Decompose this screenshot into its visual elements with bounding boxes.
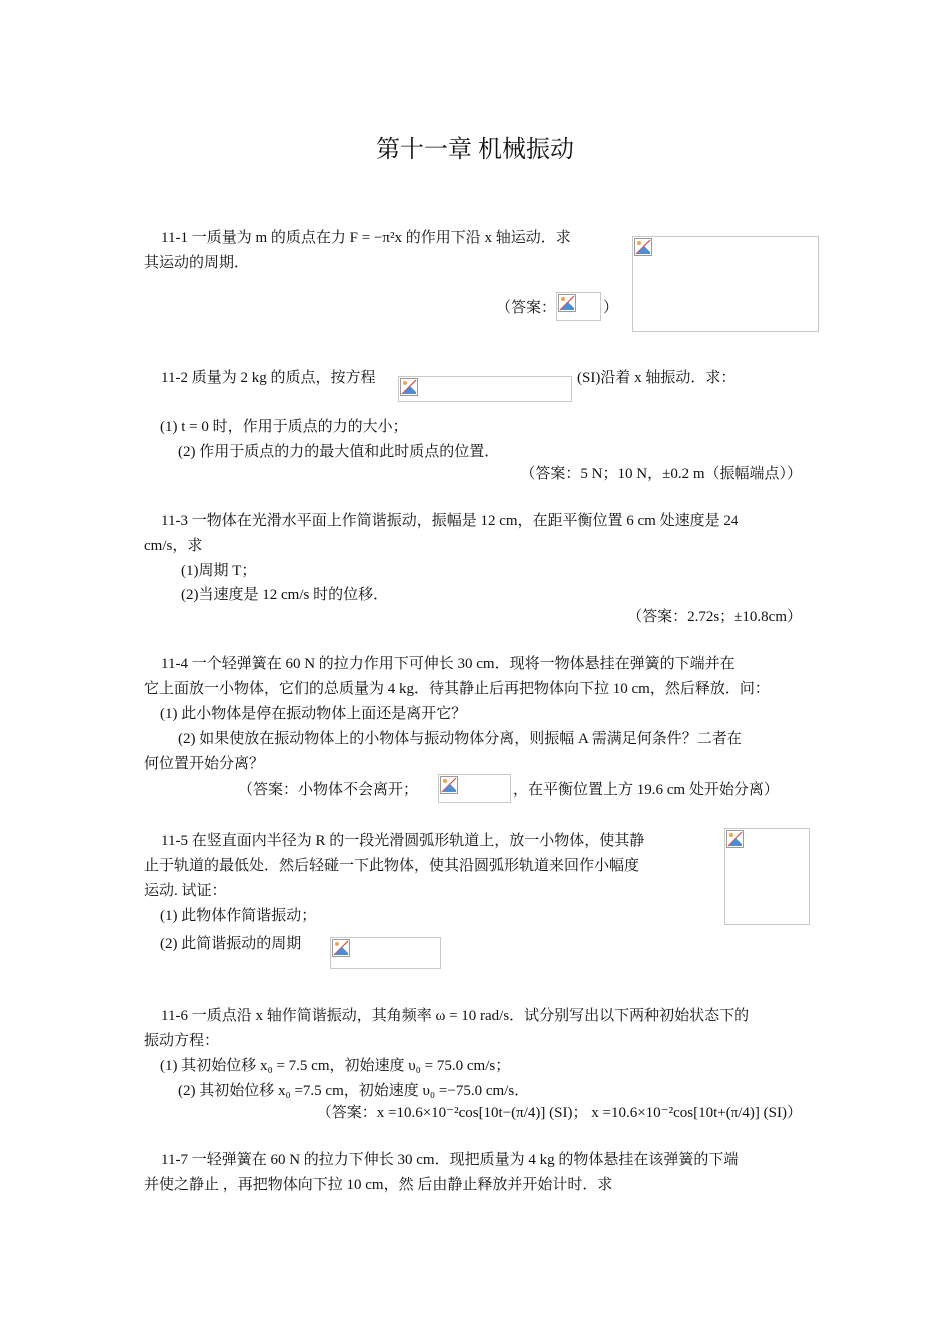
problem-11-1-answer-suffix: ） xyxy=(603,300,619,316)
problem-11-4-line2: 它上面放一小物体，它们的总质量为 4 kg．待其静止后再把物体向下拉 10 cm，然后释放．问： xyxy=(144,681,770,697)
problem-11-5-line3: 运动. 试证： xyxy=(144,883,227,899)
problem-11-3-q2: (2)当速度是 12 cm/s 时的位移． xyxy=(181,587,389,603)
broken-image-icon xyxy=(440,776,458,794)
figure-image-placeholder xyxy=(632,236,819,332)
problem-11-2-q1: (1) t = 0 时，作用于质点的力的大小； xyxy=(160,419,408,435)
formula-image-placeholder xyxy=(438,774,511,803)
problem-11-5-line1: 11-5 在竖直面内半径为 R 的一段光滑圆弧形轨道上，放一小物体，使其静 xyxy=(161,833,645,849)
problem-11-2-line1b: (SI)沿着 x 轴振动．求： xyxy=(577,370,736,386)
problem-11-2-line1a: 11-2 质量为 2 kg 的质点，按方程 xyxy=(161,370,376,386)
problem-11-2-q2: (2) 作用于质点的力的最大值和此时质点的位置． xyxy=(178,444,500,460)
problem-11-7-line2: 并使之静止 ，再把物体向下拉 10 cm，然 后由静止释放并开始计时．求 xyxy=(144,1177,613,1193)
problem-11-4-line3: 何位置开始分离？ xyxy=(144,756,265,772)
problem-11-3-answer: （答案：2.72s；±10.8cm） xyxy=(627,609,802,625)
problem-11-6-answer: （答案：x =10.6×10⁻²cos[10t−(π/4)] (SI)； x =10.6×10⁻²cos[10t+(π/4)] (SI)） xyxy=(316,1105,802,1121)
problem-11-4-line1: 11-4 一个轻弹簧在 60 N 的拉力作用下可伸长 30 cm．现将一物体悬挂在弹簧的下端并在 xyxy=(161,656,735,672)
problem-11-4-answer-a: （答案：小物体不会离开； xyxy=(238,782,419,798)
problem-11-4-q1: (1) 此小物体是停在振动物体上面还是离开它？ xyxy=(160,706,467,722)
problem-11-5-line2: 止于轨道的最低处．然后轻碰一下此物体，使其沿圆弧形轨道来回作小幅度 xyxy=(144,858,640,874)
problem-11-1-answer-prefix: （答案： xyxy=(496,300,557,316)
broken-image-icon xyxy=(726,830,744,848)
problem-11-6-q1: (1) 其初始位移 x₀ = 7.5 cm，初始速度 υ₀ = 75.0 cm/s； xyxy=(160,1058,511,1074)
problem-11-4-answer-b: ，在平衡位置上方 19.6 cm 处开始分离） xyxy=(513,782,779,798)
broken-image-icon xyxy=(400,378,418,396)
equation-image-placeholder xyxy=(398,376,572,402)
chapter-title: 第十一章 机械振动 xyxy=(376,137,574,163)
problem-11-5-q1: (1) 此物体作简谐振动； xyxy=(160,908,317,924)
problem-11-1-line1: 11-1 一质量为 m 的质点在力 F = −π²x 的作用下沿 x 轴运动．求 xyxy=(161,230,571,246)
problem-11-1-line2: 其运动的周期． xyxy=(144,255,250,271)
formula-image-placeholder xyxy=(330,937,441,969)
problem-11-2-answer: （答案：5 N；10 N，±0.2 m（振幅端点）） xyxy=(520,466,802,482)
problem-11-6-line2: 振动方程： xyxy=(144,1033,220,1049)
problem-11-5-q2: (2) 此简谐振动的周期 xyxy=(160,936,302,952)
broken-image-icon xyxy=(332,939,350,957)
broken-image-icon xyxy=(558,294,576,312)
problem-11-7-line1: 11-7 一轻弹簧在 60 N 的拉力下伸长 30 cm．现把质量为 4 kg 的物体悬挂在该弹簧的下端 xyxy=(161,1152,739,1168)
problem-11-4-q2: (2) 如果使放在振动物体上的小物体与振动物体分离，则振幅 A 需满足何条件？二者在 xyxy=(178,731,742,747)
problem-11-3-line2: cm/s，求 xyxy=(144,538,203,554)
figure-image-placeholder xyxy=(724,828,810,925)
problem-11-3-q1: (1)周期 T； xyxy=(181,563,257,579)
formula-image-placeholder xyxy=(556,292,601,321)
broken-image-icon xyxy=(634,238,652,256)
problem-11-6-q2: (2) 其初始位移 x₀ =7.5 cm，初始速度 υ₀ =−75.0 cm/s． xyxy=(178,1083,530,1099)
problem-11-3-line1: 11-3 一物体在光滑水平面上作简谐振动，振幅是 12 cm，在距平衡位置 6 cm 处速度是 24 xyxy=(161,513,739,529)
problem-11-6-line1: 11-6 一质点沿 x 轴作简谐振动，其角频率 ω = 10 rad/s．试分别写出以下两种初始状态下的 xyxy=(161,1008,750,1024)
